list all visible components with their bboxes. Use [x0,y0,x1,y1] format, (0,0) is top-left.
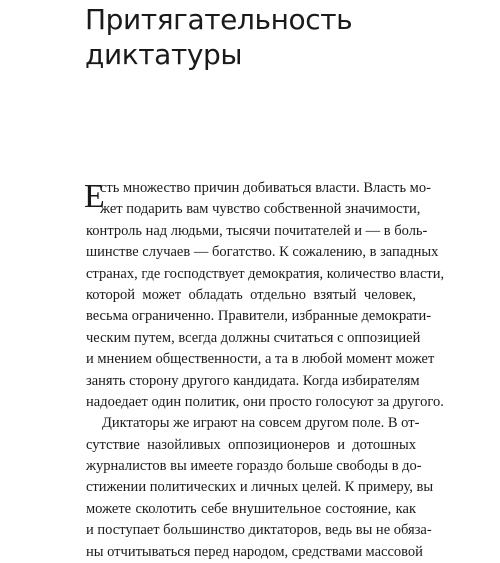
text-line: занять сторону другого кандидата. Когда избирателям [86,372,420,389]
text-line: можете сколотить себе внушительное состояние, как [86,500,416,517]
chapter-title-line-1: Притягательность [85,3,353,36]
paragraph-1 [84,178,445,413]
text-line: шинстве случаев — богатство. К сожалению, в западных [86,244,439,261]
text-line: жет подарить вам чувство собственной значимости, [100,201,421,218]
text-line: надоедает один политик, они просто голосуют за другого. [86,393,444,410]
text-line: журналистов вы имеете гораздо больше свободы в до- [86,458,422,475]
text-line: сутствие назойливых оппозиционеров и дотошных [86,436,416,453]
chapter-title [85,2,352,72]
text-line: странах, где господствует демократия, количество власти, [86,265,445,282]
text-line: контроль над людьми, тысячи почитателей и — в боль- [86,222,428,239]
chapter-title-line-2: диктатуры [85,38,243,71]
text-line: и поступает большинство диктаторов, ведь вы не обяза- [86,522,432,539]
drop-cap: Е [84,178,105,215]
text-line: и мнением общественности, а та в любой момент может [86,351,435,368]
text-line: ческим путем, всегда должны считаться с оппозицией [86,329,421,346]
text-line: Диктаторы же играют на совсем другом поле. В от- [102,415,420,432]
text-line: сть множество причин добиваться власти. Власть мо- [100,180,431,196]
text-line: стижении политических и личных целей. К примеру, вы [86,479,434,496]
paragraph-2 [86,413,434,563]
text-line: которой может обладать отдельно взятый человек, [86,286,416,303]
text-line: ны отчитываться перед народом, средствами массовой [86,543,423,560]
chapter-body [84,178,445,563]
text-line: весьма ограниченно. Правители, избранные демократи- [86,308,432,325]
